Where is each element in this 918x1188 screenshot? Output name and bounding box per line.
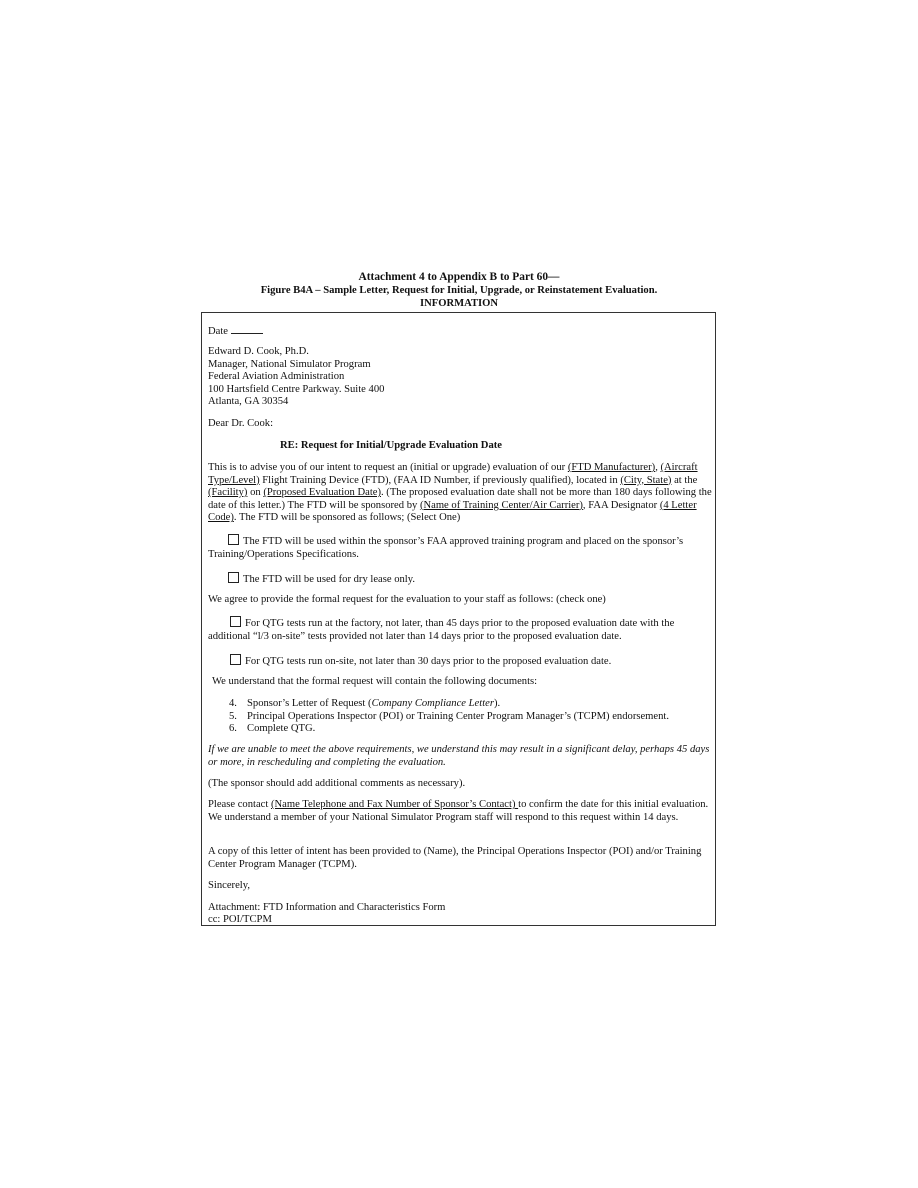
option-text: For QTG tests run at the factory, not later, than 45 days prior to the proposed evaluation date with the additional “l/3 on-site” tests provided not later than 14 days prior to the proposed evaluation date.: [208, 618, 675, 642]
warning-paragraph: If we are unable to meet the above requirements, we understand this may result in a significant delay, perhaps 45 days or more, in rescheduling and completing the evaluation.: [208, 744, 710, 768]
p1-text: . The FTD will be sponsored as follows; (Select One): [233, 512, 461, 524]
attachment-line: Attachment: FTD Information and Characteristics Form: [208, 902, 446, 913]
address-line: Atlanta, GA 30354: [208, 396, 289, 408]
p1-text: This is to advise you of our intent to request an (initial or upgrade) evaluation of our: [208, 462, 568, 473]
document-heading: [200, 270, 718, 310]
evaluation-date-field: (Proposed Evaluation Date): [263, 487, 381, 499]
agree-paragraph: We agree to provide the formal request for the evaluation to your staff as follows: (check one): [208, 594, 606, 605]
checkbox[interactable]: [228, 572, 239, 583]
list-italic: Company Compliance Letter: [371, 698, 494, 709]
contact-text: to confirm the date for this initial evaluation. We understand a member of your National Simulator Program staff will respond to this request within 14 days.: [208, 799, 709, 823]
p1-text: , FAA Designator: [582, 499, 660, 511]
p1-text: ,: [655, 462, 661, 473]
checkbox[interactable]: [230, 654, 241, 665]
list-item: [229, 698, 669, 711]
p1-text: . (The proposed evaluation date shall not be more than 180 days following the date of this letter.) The FTD will be sponsored by: [208, 487, 712, 511]
list-number: 5.: [229, 710, 237, 722]
option-text: The FTD will be used within the sponsor’s FAA approved training program and placed on the sponsor’s Training/Operations Specifications.: [208, 536, 684, 560]
letter-code-field: (4 Letter Code): [208, 499, 697, 524]
sample-letter-box: [201, 312, 716, 926]
contact-text: Please contact: [208, 799, 271, 810]
checkbox[interactable]: [228, 534, 239, 545]
closing: Sincerely,: [208, 880, 250, 891]
section-label: INFORMATION: [419, 297, 499, 309]
date-blank: [231, 324, 263, 334]
city-state-field: (City, State): [620, 474, 672, 486]
address-line: Manager, National Simulator Program: [208, 358, 371, 370]
documents-list: [229, 698, 669, 736]
list-number: 4.: [229, 698, 237, 709]
address-line: Federal Aviation Administration: [208, 371, 345, 383]
aircraft-type-field: (Aircraft Type/Level): [208, 462, 698, 486]
option-dry-lease: [228, 572, 415, 587]
training-center-field: (Name of Training Center/Air Carrier): [419, 499, 583, 511]
figure-caption: Figure B4A – Sample Letter, Request for Initial, Upgrade, or Reinstatement Evaluation.: [260, 285, 658, 296]
option-text: For QTG tests run on-site, not later than 30 days prior to the proposed evaluation date.: [245, 656, 612, 667]
list-tail: ).: [493, 698, 501, 709]
intro-paragraph: [208, 462, 714, 525]
option-qtg-onsite: [230, 654, 611, 669]
copy-paragraph: A copy of this letter of intent has been provided to (Name), the Principal Operations Inspector (POI) and/or Training Center Program Manager (TCPM).: [208, 846, 702, 870]
option-training-program: [208, 534, 708, 561]
contact-field: (Name Telephone and Fax Number of Sponsor’s Contact): [270, 799, 519, 810]
understand-paragraph: We understand that the formal request will contain the following documents:: [212, 676, 538, 687]
list-text: Complete QTG.: [247, 723, 316, 735]
list-item: [229, 723, 669, 736]
sponsor-note: (The sponsor should add additional comments as necessary).: [208, 778, 466, 789]
p1-text: at the: [671, 474, 698, 486]
date-line: [208, 324, 263, 339]
checkbox[interactable]: [230, 616, 241, 627]
facility-field: (Facility): [208, 487, 248, 499]
ftd-manufacturer-field: (FTD Manufacturer): [567, 462, 656, 473]
address-line: 100 Hartsfield Centre Parkway. Suite 400: [208, 383, 385, 395]
p1-text: on: [247, 487, 264, 499]
recipient-address: [208, 346, 384, 409]
p1-text: Flight Training Device (FTD), (FAA ID Number, if previously qualified), located in: [259, 474, 621, 486]
list-item: [229, 711, 669, 724]
list-text: Principal Operations Inspector (POI) or Training Center Program Manager’s (TCPM) endorsement.: [247, 710, 670, 722]
cc-line: cc: POI/TCPM: [208, 914, 272, 925]
option-text: The FTD will be used for dry lease only.: [243, 574, 416, 585]
re-line: RE: Request for Initial/Upgrade Evaluation Date: [280, 440, 502, 451]
contact-paragraph: [208, 799, 712, 824]
attachment-title: Attachment 4 to Appendix B to Part 60—: [358, 271, 560, 283]
date-label: Date: [208, 326, 228, 337]
list-number: 6.: [229, 723, 237, 735]
salutation: Dear Dr. Cook:: [208, 418, 274, 429]
option-qtg-factory: [208, 616, 712, 643]
list-text: Sponsor’s Letter of Request (: [247, 698, 372, 709]
address-line: Edward D. Cook, Ph.D.: [208, 346, 309, 357]
